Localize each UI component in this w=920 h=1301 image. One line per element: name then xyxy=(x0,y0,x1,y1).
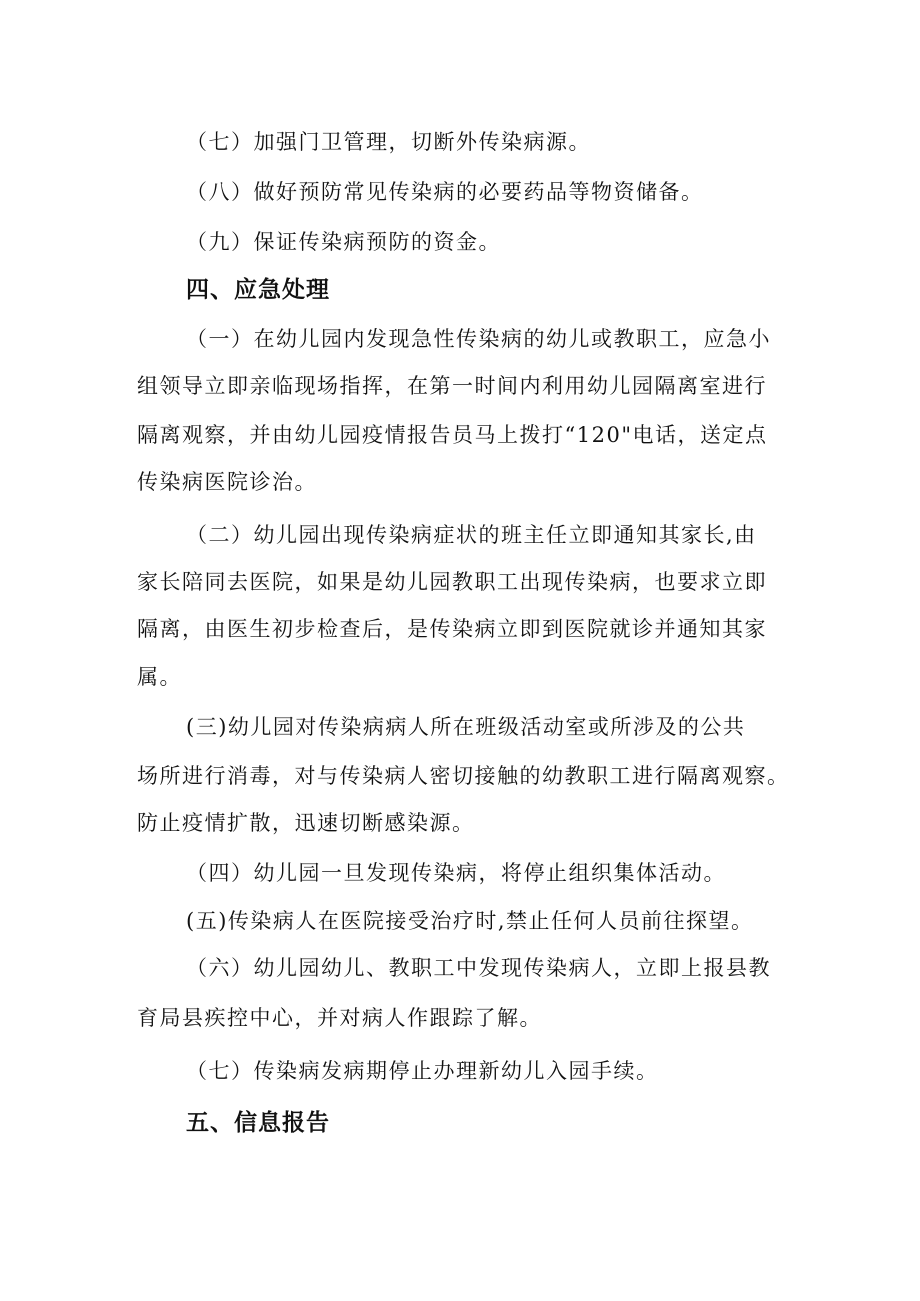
paragraph-6-line-1: （六）幼儿园幼儿、教职工中发现传染病人，立即上报县教 xyxy=(186,956,771,980)
paragraph-2-line-1: （二）幼儿园出现传染病症状的班主任立即通知其家长,由 xyxy=(186,523,757,547)
paragraph-5: (五)传染病人在医院接受治疗时,禁止任何人员前往探望。 xyxy=(186,909,754,933)
section-heading-reporting: 五、信息报告 xyxy=(186,1110,330,1136)
paragraph-2-line-2: 家长陪同去医院，如果是幼儿园教职工出现传染病，也要求立即 xyxy=(137,570,767,594)
paragraph-1-line-2: 组领导立即亲临现场指挥，在第一时间内利用幼儿园隔离室进行 xyxy=(137,374,767,398)
paragraph-1-line-3: 隔离观察，并由幼儿园疫情报告员马上拨打“120"电话，送定点 xyxy=(137,423,768,447)
paragraph-2-line-4: 属。 xyxy=(137,665,182,689)
paragraph-1-line-4: 传染病医院诊治。 xyxy=(137,470,317,494)
paragraph-4: （四）幼儿园一旦发现传染病，将停止组织集体活动。 xyxy=(186,861,726,885)
list-item-9-funding: （九）保证传染病预防的资金。 xyxy=(186,230,501,254)
paragraph-3-line-3: 防止疫情扩散，迅速切断感染源。 xyxy=(137,811,475,835)
paragraph-6-line-2: 育局县疾控中心，并对病人作跟踪了解。 xyxy=(137,1006,542,1030)
paragraph-3-line-2: 场所进行消毒，对与传染病人密切接触的幼教职工进行隔离观察。 xyxy=(137,764,790,788)
list-item-8-supplies: （八）做好预防常见传染病的必要药品等物资储备。 xyxy=(186,180,704,204)
paragraph-1-line-1: （一）在幼儿园内发现急性传染病的幼儿或教职工，应急小 xyxy=(186,327,771,351)
paragraph-3-line-1: (三)幼儿园对传染病病人所在班级活动室或所涉及的公共 xyxy=(186,715,746,739)
list-item-7-security: （七）加强门卫管理，切断外传染病源。 xyxy=(186,130,591,154)
paragraph-2-line-3: 隔离，由医生初步检查后，是传染病立即到医院就诊并通知其家 xyxy=(137,617,767,641)
section-heading-emergency: 四、应急处理 xyxy=(186,277,330,303)
paragraph-7: （七）传染病发病期停止办理新幼儿入园手续。 xyxy=(186,1059,659,1083)
